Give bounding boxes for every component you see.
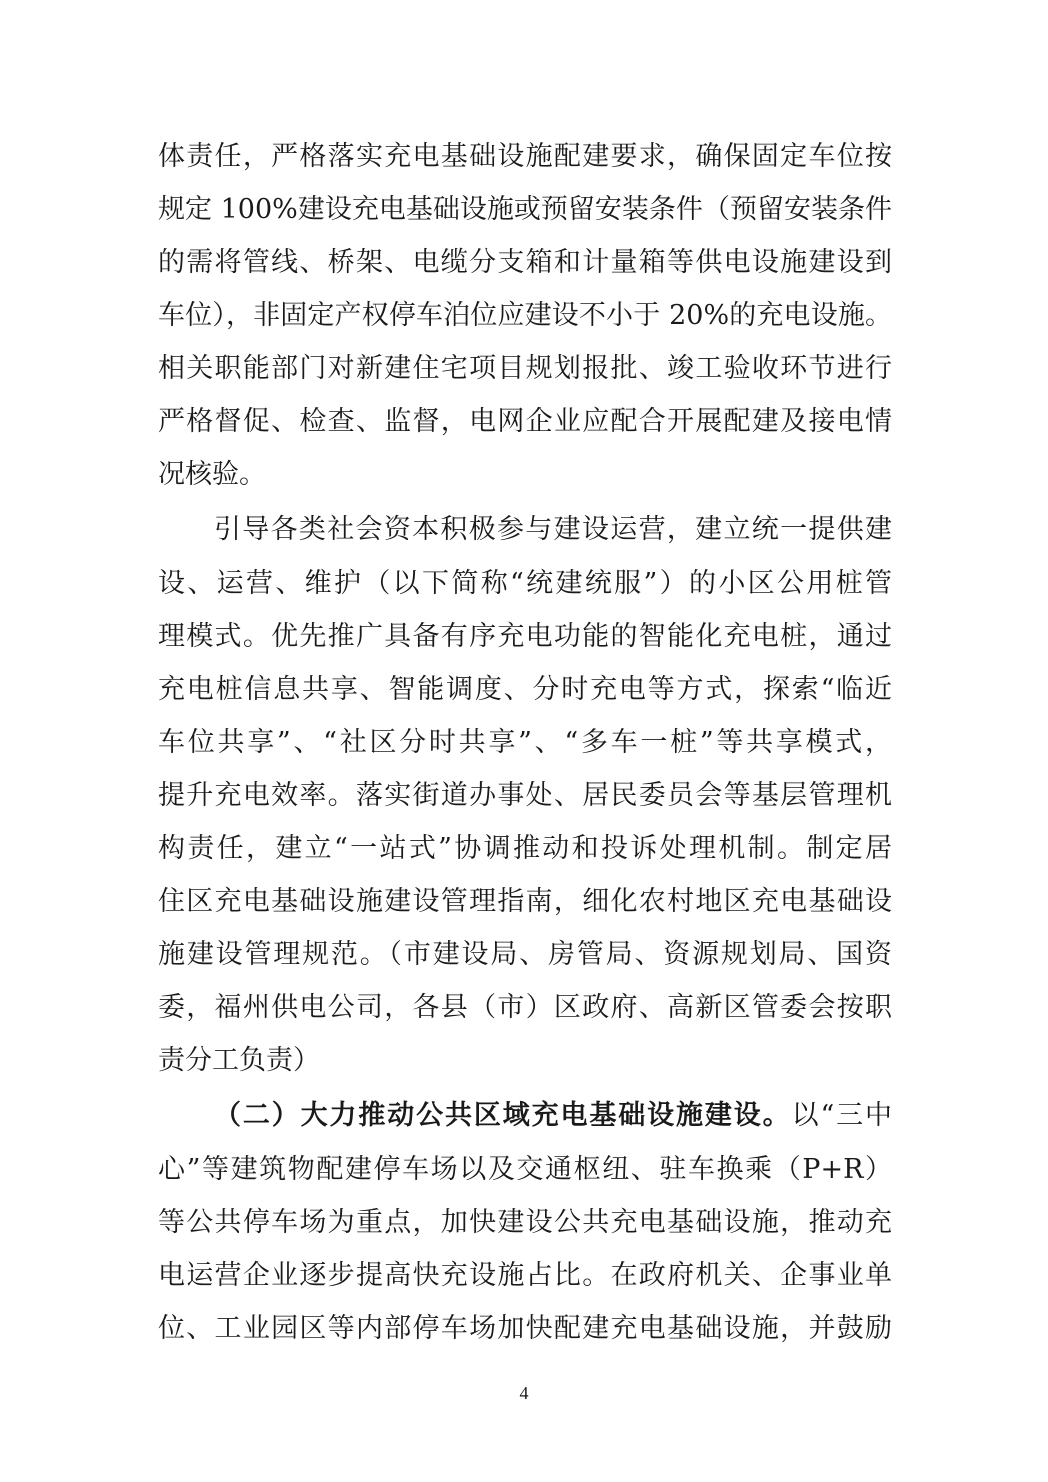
paragraph-line: 构责任，建立“一站式”协调推动和投诉处理机制。制定居 (158, 833, 892, 864)
paragraph-line: 设、运营、维护（以下简称“统建统服”）的小区公用桩管 (158, 568, 892, 599)
paragraph-line: 责分工负责） (158, 1045, 320, 1076)
paragraph-line: 心”等建筑物配建停车场以及交通枢纽、驻车换乘（P+R） (158, 1154, 892, 1185)
section-heading: （二）大力推动公共区域充电基础设施建设。 (214, 1100, 792, 1131)
paragraph-line: 电运营企业逐步提高快充设施占比。在政府机关、企事业单 (158, 1260, 892, 1291)
paragraph-line: 施建设管理规范。（市建设局、房管局、资源规划局、国资 (158, 939, 892, 970)
paragraph-line: 相关职能部门对新建住宅项目规划报批、竣工验收环节进行 (158, 353, 892, 384)
paragraph-line: 位、工业园区等内部停车场加快配建充电基础设施，并鼓励 (158, 1313, 892, 1344)
paragraph-line: 况核验。 (158, 459, 266, 490)
page-number: 4 (519, 1383, 529, 1403)
paragraph-line: 提升充电效率。落实街道办事处、居民委员会等基层管理机 (158, 780, 892, 811)
paragraph-line: 车位共享”、“社区分时共享”、“多车一桩”等共享模式， (158, 727, 892, 758)
paragraph-line: 规定 100%建设充电基础设施或预留安装条件（预留安装条件 (158, 194, 892, 225)
paragraph-line: 引导各类社会资本积极参与建设运营，建立统一提供建 (214, 514, 892, 545)
paragraph-line: 理模式。优先推广具备有序充电功能的智能化充电桩，通过 (158, 621, 892, 652)
paragraph-line: 充电桩信息共享、智能调度、分时充电等方式，探索“临近 (158, 674, 892, 705)
paragraph-line-with-heading (214, 1096, 892, 1136)
paragraph-line: 委，福州供电公司，各县（市）区政府、高新区管委会按职 (158, 992, 892, 1023)
paragraph-line: 体责任，严格落实充电基础设施配建要求，确保固定车位按 (158, 141, 892, 172)
paragraph-line: 严格督促、检查、监督，电网企业应配合开展配建及接电情 (158, 406, 892, 437)
paragraph-line: 车位），非固定产权停车泊位应建设不小于 20%的充电设施。 (158, 300, 892, 331)
paragraph-line: 住区充电基础设施建设管理指南，细化农村地区充电基础设 (158, 886, 892, 917)
paragraph-line: 的需将管线、桥架、电缆分支箱和计量箱等供电设施建设到 (158, 247, 892, 278)
paragraph-line: 等公共停车场为重点，加快建设公共充电基础设施，推动充 (158, 1207, 892, 1238)
paragraph-text: 以“三中 (791, 1100, 892, 1131)
